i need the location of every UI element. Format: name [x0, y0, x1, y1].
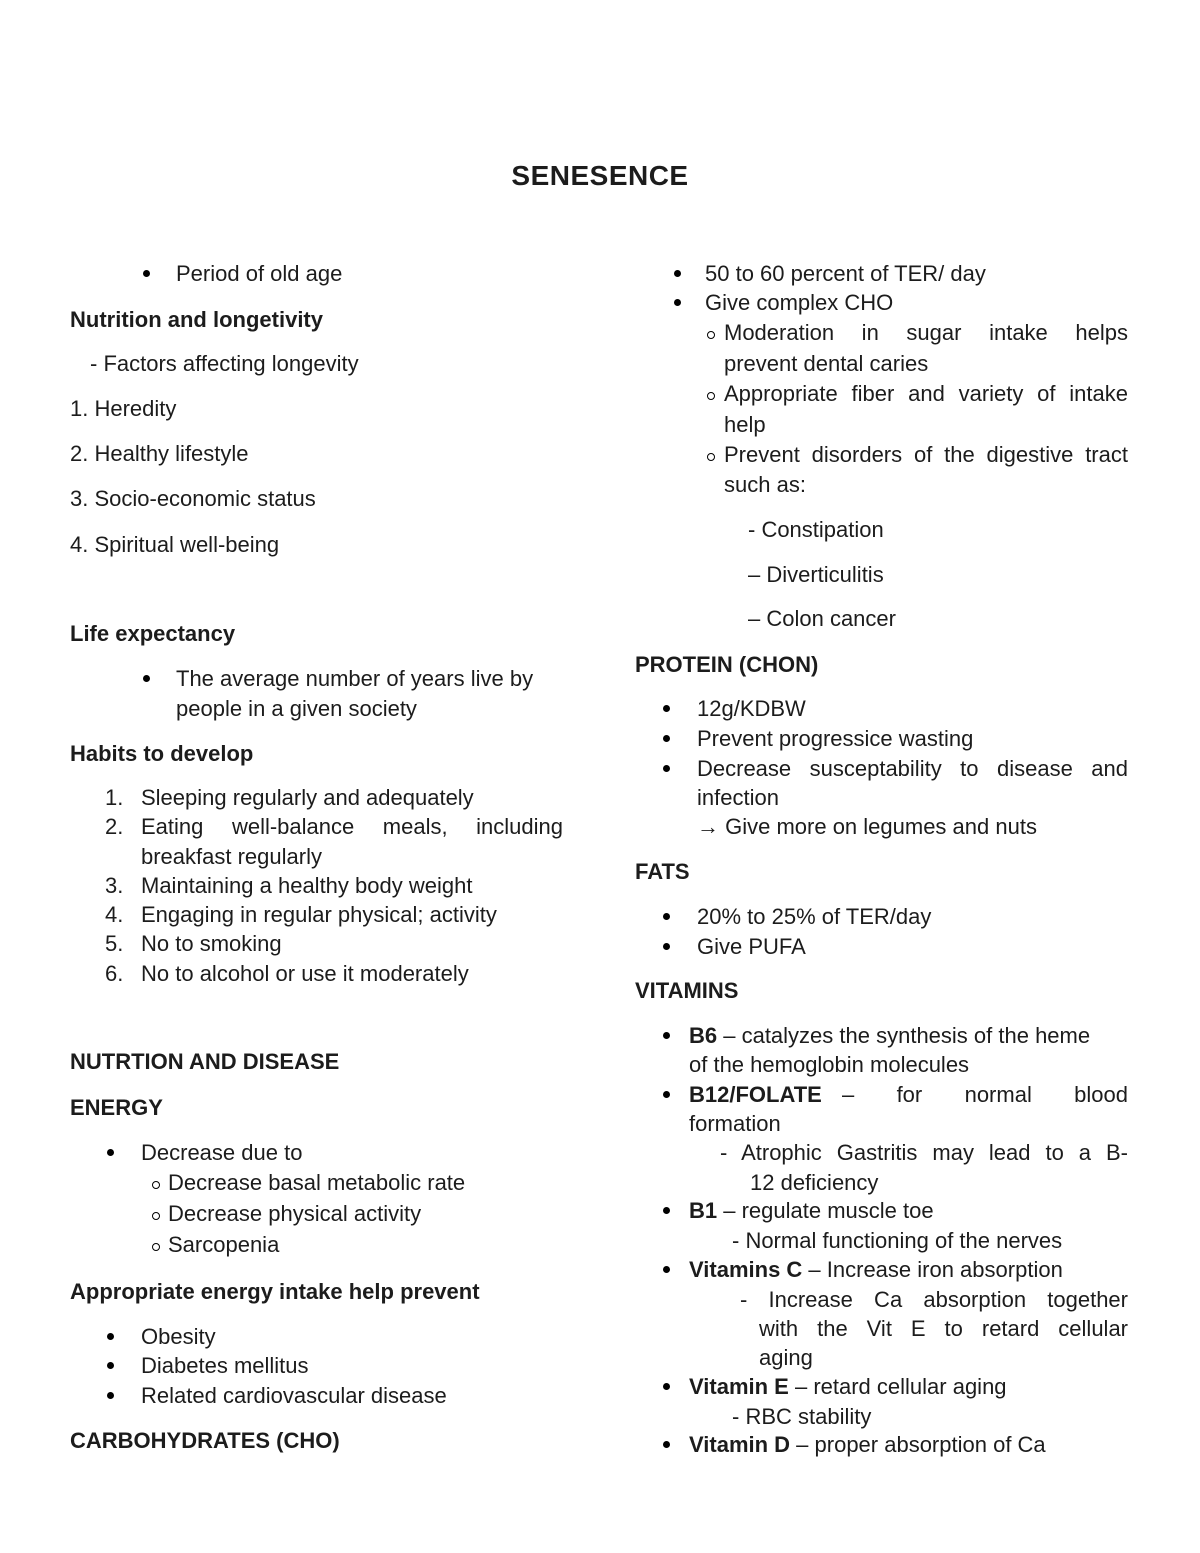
disorder-item: – Diverticulitis [748, 562, 884, 587]
bullet-icon [674, 270, 681, 277]
protein-bullet: Prevent progressice wasting [697, 726, 974, 751]
cho-bullet: 50 to 60 percent of TER/ day [705, 261, 986, 286]
fats-bullet: Give PUFA [697, 934, 806, 959]
life-expectancy-line: The average number of years live by [176, 666, 534, 691]
nutrition-disease-heading: NUTRTION AND DISEASE [70, 1049, 340, 1074]
vitamin-label: B6 [689, 1023, 718, 1048]
vitamin-label: B1 [689, 1198, 718, 1223]
disorder-item: - Constipation [748, 517, 884, 542]
circle-bullet-icon [707, 331, 715, 339]
energy-sub-item: Decrease basal metabolic rate [168, 1170, 466, 1195]
habits-heading: Habits to develop [70, 741, 254, 766]
factor-item: 2. Healthy lifestyle [70, 441, 249, 466]
bullet-icon [663, 1032, 670, 1039]
bullet-icon [663, 1383, 670, 1390]
vitamin-b12-continued: formation [689, 1111, 781, 1136]
prevent-item: Obesity [141, 1324, 216, 1349]
bullet-icon [143, 270, 150, 277]
bullet-icon [663, 913, 670, 920]
prevent-item: Related cardiovascular disease [141, 1383, 447, 1408]
protein-bullet-continued: infection [697, 785, 779, 810]
bullet-icon [663, 1441, 670, 1448]
cho-sub-item: Prevent disorders of the digestive tract [724, 442, 1128, 467]
bullet-icon [143, 675, 150, 682]
cho-sub-item-continued: prevent dental caries [724, 351, 929, 376]
vitamin-label: Vitamin D [689, 1432, 791, 1457]
vitamin-d-item [689, 1430, 1046, 1460]
nutrition-heading: Nutrition and longetivity [70, 307, 323, 332]
page-title: SENESENCE [511, 160, 689, 191]
cho-sub-item-continued: help [724, 412, 766, 437]
habit-number: 4. [105, 902, 124, 927]
factors-intro: - Factors affecting longevity [90, 351, 359, 376]
vitamin-b1-sub: - Normal functioning of the nerves [732, 1228, 1063, 1253]
bullet-icon [663, 1091, 670, 1098]
vitamin-c-item [689, 1255, 1063, 1285]
bullet-icon [107, 1333, 114, 1340]
disorder-item: – Colon cancer [748, 606, 896, 631]
cho-sub-item-continued: such as: [724, 472, 806, 497]
life-expectancy-heading: Life expectancy [70, 621, 236, 646]
energy-bullet: Decrease due to [141, 1140, 303, 1165]
habit-number: 1. [105, 785, 124, 810]
habit-item: Eating well-balance meals, including [141, 814, 563, 839]
habit-number: 5. [105, 931, 124, 956]
bullet-icon [663, 1266, 670, 1273]
protein-arrow-note: → Give more on legumes and nuts [697, 814, 1037, 839]
vitamin-text: – regulate muscle toe [717, 1198, 934, 1223]
circle-bullet-icon [707, 453, 715, 461]
vitamin-label: Vitamin E [689, 1374, 789, 1399]
vitamin-b12-sub-continued: 12 deficiency [750, 1170, 879, 1195]
cho-sub-item: Appropriate fiber and variety of intake [724, 381, 1128, 406]
bullet-icon [674, 299, 681, 306]
habit-item-continued: breakfast regularly [141, 844, 322, 869]
vitamin-text: – proper absorption of Ca [790, 1432, 1046, 1457]
carbohydrates-heading: CARBOHYDRATES (CHO) [70, 1428, 340, 1453]
energy-heading: ENERGY [70, 1095, 163, 1120]
cho-sub-item: Moderation in sugar intake helps [724, 320, 1128, 345]
habit-item: Maintaining a healthy body weight [141, 873, 473, 898]
bullet-icon [107, 1362, 114, 1369]
bullet-icon [663, 943, 670, 950]
bullet-icon [663, 765, 670, 772]
intro-bullet-text: Period of old age [176, 261, 343, 286]
bullet-icon [663, 735, 670, 742]
bullet-icon [663, 705, 670, 712]
habit-number: 6. [105, 961, 124, 986]
appropriate-energy-heading: Appropriate energy intake help prevent [70, 1279, 480, 1304]
vitamin-b6-item [689, 1021, 1090, 1051]
circle-bullet-icon [152, 1181, 160, 1189]
habit-item: Engaging in regular physical; activity [141, 902, 497, 927]
habit-item: No to alcohol or use it moderately [141, 961, 469, 986]
habit-number: 2. [105, 814, 124, 839]
circle-bullet-icon [707, 392, 715, 400]
energy-sub-item: Sarcopenia [168, 1232, 280, 1257]
energy-sub-item: Decrease physical activity [168, 1201, 422, 1226]
vitamin-e-item [689, 1372, 1007, 1402]
vitamin-text: – for normal blood [842, 1082, 1128, 1107]
habit-item: Sleeping regularly and adequately [141, 785, 474, 810]
vitamin-text: – Increase iron absorption [802, 1257, 1063, 1282]
factor-item: 3. Socio-economic status [70, 486, 316, 511]
vitamin-c-sub-continued: aging [759, 1345, 813, 1370]
circle-bullet-icon [152, 1212, 160, 1220]
habit-number: 3. [105, 873, 124, 898]
circle-bullet-icon [152, 1243, 160, 1251]
vitamin-text: – catalyzes the synthesis of the heme [717, 1023, 1091, 1048]
prevent-item: Diabetes mellitus [141, 1353, 309, 1378]
bullet-icon [663, 1207, 670, 1214]
vitamin-label: Vitamins C [689, 1257, 803, 1282]
fats-bullet: 20% to 25% of TER/day [697, 904, 932, 929]
vitamin-b12-sub: - Atrophic Gastritis may lead to a B- [720, 1140, 1128, 1165]
cho-bullet: Give complex CHO [705, 290, 894, 315]
factor-item: 4. Spiritual well-being [70, 532, 280, 557]
protein-bullet: Decrease susceptability to disease and [697, 756, 1128, 781]
protein-heading: PROTEIN (CHON) [635, 652, 819, 677]
vitamin-c-sub: - Increase Ca absorption together [740, 1287, 1128, 1312]
vitamins-heading: VITAMINS [635, 978, 739, 1003]
vitamin-e-sub: - RBC stability [732, 1404, 872, 1429]
life-expectancy-line: people in a given society [176, 696, 417, 721]
vitamin-b6-continued: of the hemoglobin molecules [689, 1052, 970, 1077]
bullet-icon [107, 1392, 114, 1399]
factor-item: 1. Heredity [70, 396, 177, 421]
vitamin-c-sub-continued: with the Vit E to retard cellular [759, 1316, 1128, 1341]
vitamin-label: B12/FOLATE [689, 1082, 822, 1107]
vitamin-b1-item [689, 1196, 934, 1226]
vitamin-text: – retard cellular aging [788, 1374, 1007, 1399]
bullet-icon [107, 1149, 114, 1156]
fats-heading: FATS [635, 859, 690, 884]
protein-bullet: 12g/KDBW [697, 696, 806, 721]
habit-item: No to smoking [141, 931, 282, 956]
